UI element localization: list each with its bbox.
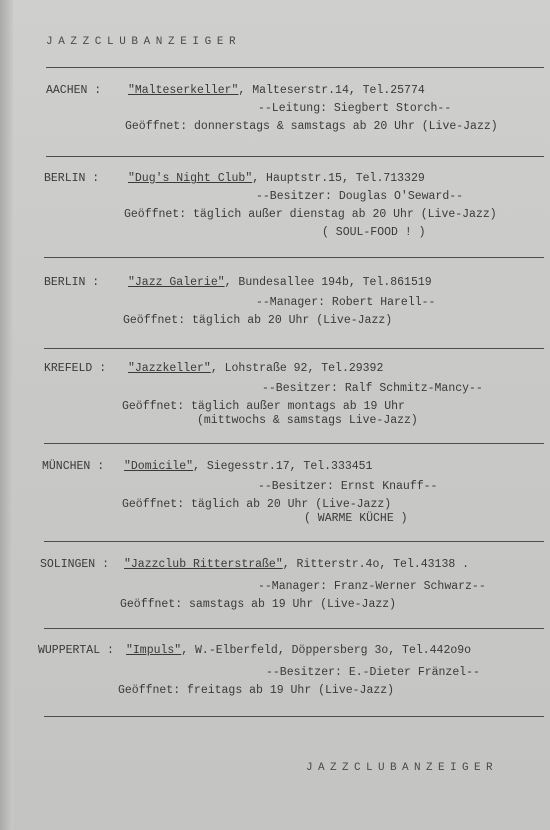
listing-person: --Besitzer: Ernst Knauff-- (258, 480, 438, 493)
divider (44, 716, 544, 717)
header-title: JAZZCLUBANZEIGER (46, 36, 242, 48)
listing-hours: Geöffnet: freitags ab 19 Uhr (Live-Jazz) (118, 684, 395, 697)
listing-note: (mittwochs & samstags Live-Jazz) (197, 414, 418, 427)
listing-name-address (128, 274, 432, 292)
listing-name-address (128, 360, 383, 378)
listing-person: --Manager: Robert Harell-- (256, 296, 436, 309)
club-name: "Jazz Galerie" (128, 276, 225, 289)
club-name: "Impuls" (126, 644, 182, 657)
listing-name-address (126, 642, 471, 660)
club-name: "Dug's Night Club" (128, 172, 253, 185)
divider (44, 257, 544, 258)
listing-hours: Geöffnet: täglich außer dienstag ab 20 Uhr (Live-Jazz) (124, 208, 497, 221)
divider (44, 348, 544, 349)
divider (44, 628, 544, 629)
divider (44, 443, 544, 444)
listing-city: KREFELD : (44, 362, 107, 375)
footer-title: JAZZCLUBANZEIGER (306, 762, 499, 774)
club-address: , Siegesstr.17, Tel.333451 (193, 460, 373, 473)
listing-name-address (124, 556, 469, 574)
listing-hours: Geöffnet: täglich außer montags ab 19 Uhr (122, 400, 405, 413)
listing-person: --Besitzer: E.-Dieter Fränzel-- (266, 666, 480, 679)
listing-name-address (124, 458, 372, 476)
listing-name-address (128, 82, 425, 100)
listing-hours: Geöffnet: täglich ab 20 Uhr (Live-Jazz) (122, 498, 392, 511)
listing-name-address (128, 170, 425, 188)
club-address: , W.-Elberfeld, Döppersberg 3o, Tel.442o9o (181, 644, 472, 657)
listing-note: ( WARME KÜCHE ) (304, 512, 408, 525)
listing-hours: Geöffnet: samstags ab 19 Uhr (Live-Jazz) (120, 598, 397, 611)
divider (46, 156, 544, 157)
listing-hours: Geöffnet: donnerstags & samstags ab 20 Uhr (Live-Jazz) (125, 120, 498, 133)
divider (46, 67, 544, 68)
listing-person: --Manager: Franz-Werner Schwarz-- (258, 580, 486, 593)
divider (44, 541, 544, 542)
listing-person: --Besitzer: Ralf Schmitz-Mancy-- (262, 382, 483, 395)
listing-note: ( SOUL-FOOD ! ) (322, 226, 426, 239)
listing-hours: Geöffnet: täglich ab 20 Uhr (Live-Jazz) (123, 314, 393, 327)
club-address: , Hauptstr.15, Tel.713329 (252, 172, 425, 185)
listing-city: WUPPERTAL : (38, 644, 114, 657)
club-name: "Domicile" (124, 460, 194, 473)
listing-city: BERLIN : (44, 276, 100, 289)
listing-city: BERLIN : (44, 172, 100, 185)
club-name: "Jazzclub Ritterstraße" (124, 558, 283, 571)
club-name: "Malteserkeller" (128, 84, 239, 97)
club-address: , Bundesallee 194b, Tel.861519 (224, 276, 432, 289)
listing-person: --Besitzer: Douglas O'Seward-- (256, 190, 464, 203)
page-left-edge (0, 0, 13, 830)
club-address: , Ritterstr.4o, Tel.43138 . (282, 558, 470, 571)
listing-person: --Leitung: Siegbert Storch-- (258, 102, 452, 115)
club-address: , Lohstraße 92, Tel.29392 (210, 362, 384, 375)
club-name: "Jazzkeller" (128, 362, 211, 375)
listing-city: SOLINGEN : (40, 558, 110, 571)
club-address: , Malteserstr.14, Tel.25774 (238, 84, 425, 97)
listing-city: MÜNCHEN : (42, 460, 105, 473)
listing-city: AACHEN : (46, 84, 102, 97)
